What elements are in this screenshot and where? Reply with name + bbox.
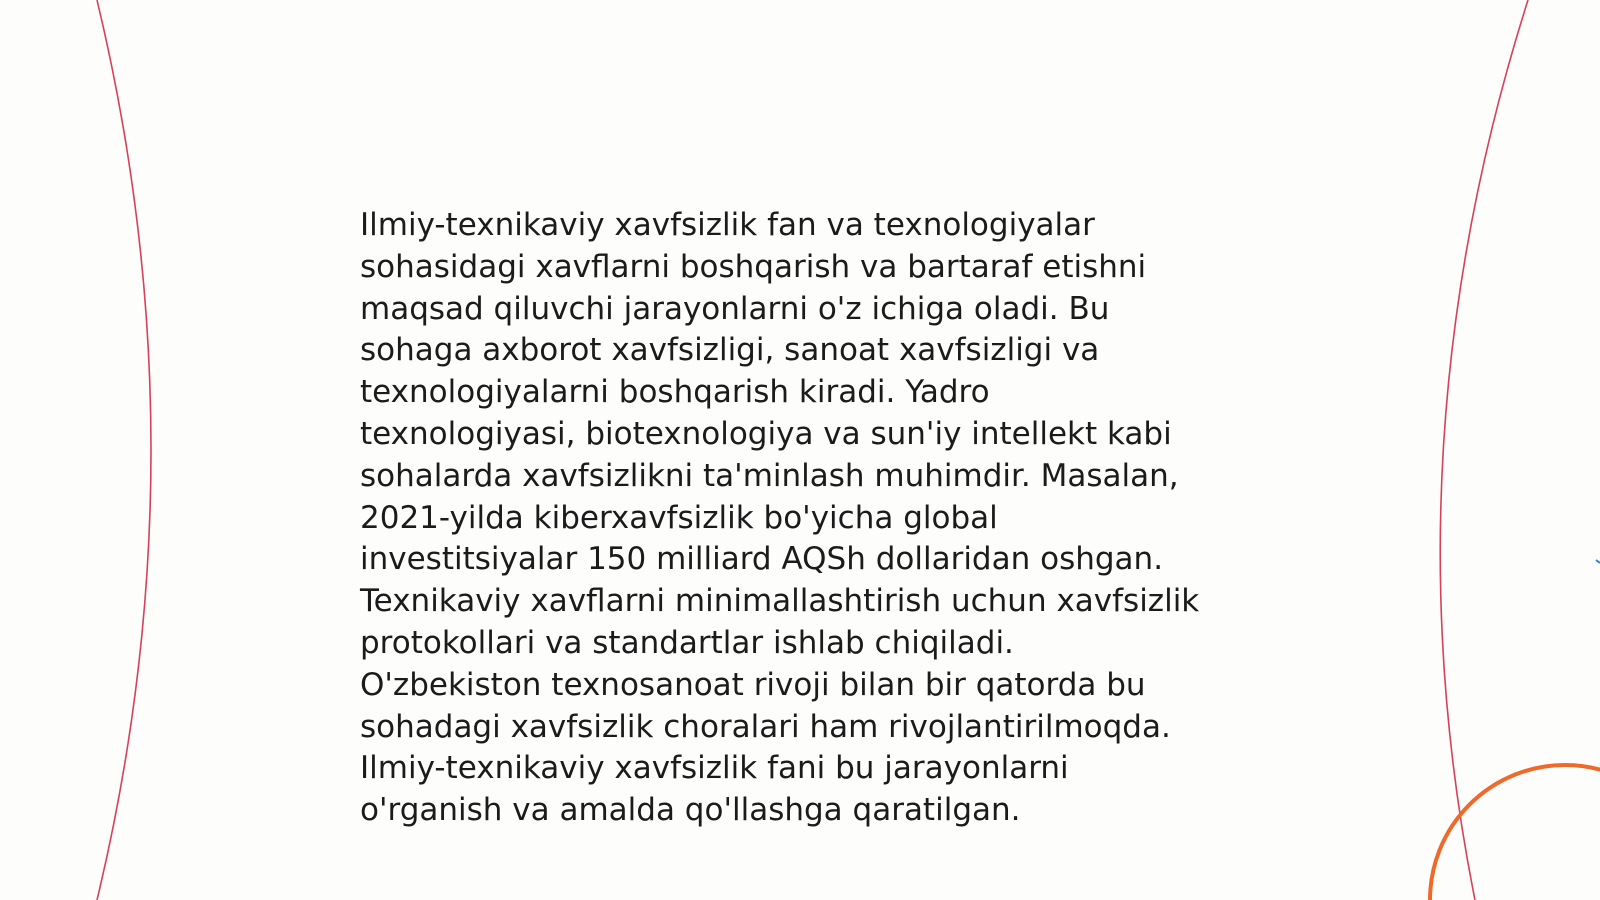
paragraph-line: Texnikaviy xavflarni minimallashtirish uchun xavfsizlik	[360, 583, 1200, 620]
paragraph-line: O'zbekiston texnosanoat rivoji bilan bir qatorda bu	[360, 666, 1146, 703]
paragraph-line: texnologiyasi, biotexnologiya va sun'iy intellekt kabi	[360, 415, 1172, 452]
paragraph-line: o'rganish va amalda qo'llashga qaratilgan.	[360, 792, 1021, 829]
paragraph-line: investitsiyalar 150 milliard AQSh dollaridan oshgan.	[360, 541, 1164, 578]
paragraph-line: texnologiyalarni boshqarish kiradi. Yadro	[360, 374, 990, 411]
body-paragraph	[360, 205, 1260, 832]
paragraph-line: sohalarda xavfsizlikni ta'minlash muhimdir. Masalan,	[360, 457, 1179, 494]
paragraph-line: 2021-yilda kiberxavfsizlik bo'yicha global	[360, 499, 998, 536]
paragraph-line: Ilmiy-texnikaviy xavfsizlik fan va texnologiyalar	[360, 207, 1095, 243]
right-arc-decoration	[1440, 0, 1528, 900]
left-arc-decoration	[97, 0, 151, 900]
paragraph-line: sohaga axborot xavfsizligi, sanoat xavfsizligi va	[360, 332, 1100, 369]
paragraph-line: protokollari va standartlar ishlab chiqiladi.	[360, 624, 1014, 661]
paragraph-line: maqsad qiluvchi jarayonlarni o'z ichiga oladi. Bu	[360, 290, 1110, 327]
right-edge-tick-decoration	[1596, 560, 1600, 563]
paragraph-line: Ilmiy-texnikaviy xavfsizlik fani bu jarayonlarni	[360, 750, 1069, 787]
paragraph-line: sohadagi xavfsizlik choralari ham rivojlantirilmoqda.	[360, 708, 1171, 745]
paragraph-line: sohasidagi xavflarni boshqarish va bartaraf etishni	[360, 248, 1147, 285]
